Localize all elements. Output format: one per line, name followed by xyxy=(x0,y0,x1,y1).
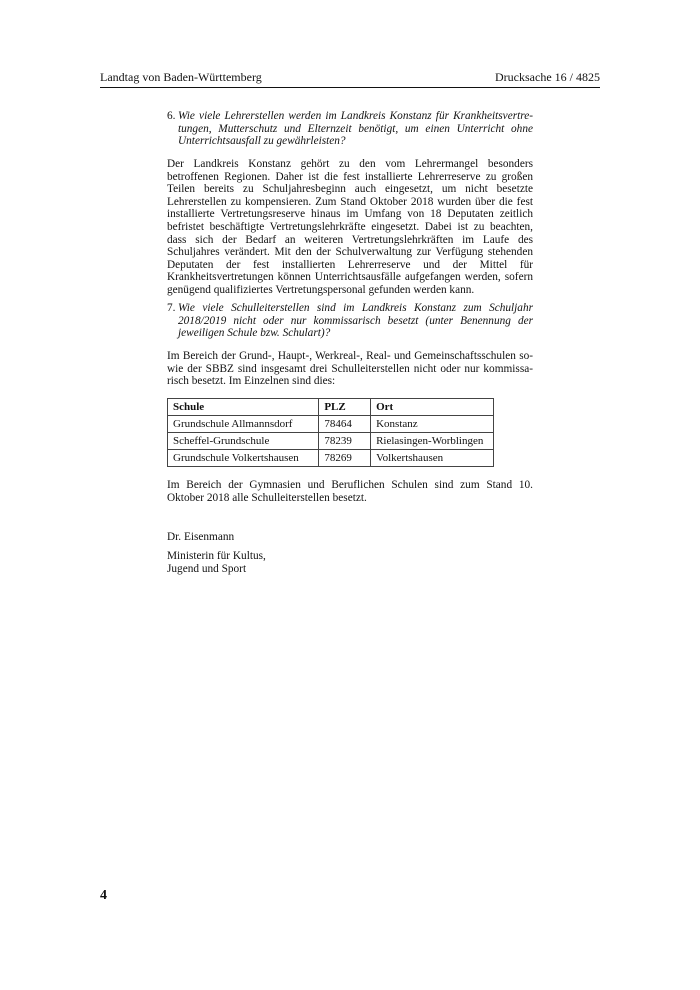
table-cell-plz: 78239 xyxy=(319,433,371,450)
question-7-number: 7. xyxy=(167,302,176,314)
question-6-number: 6. xyxy=(167,110,176,122)
question-6 xyxy=(167,110,533,148)
answer-6: Der Landkreis Konstanz gehört zu den vom Lehrermangel besonders betroffenen Regionen. Daher ist die fest installierte Lehrerreserve zu großen Teilen bereits zu Schuljahresbeginn auch eingesetzt, um nicht besetzte Lehrerstellen zu kompensieren. Zum Stand Oktober 2018 wurden über die fest installierte Vertretungsreserve hinaus im Umfang von 18 Deputaten zeitlich befristet beschäftigte Vertretungslehrkräfte eingesetzt. Dabei ist zu beachten, dass sich der Bedarf an weiteren Vertretungslehrkräften im Laufe des Schuljahres verändert. Mit den der Schulverwaltung zur Verfügung stehenden Deputaten der fest installierten Lehrerreserve und der Mittel für Krankheitsvertretungen können Unterrichtsausfälle aufgefangen werden, sofern genügend qualifiziertes Vertretungspersonal gefunden werden kann. xyxy=(167,158,533,296)
question-6-text: Wie viele Lehrerstellen werden im Landkreis Konstanz für Krankheitsvertretungen, Mutterschutz und Elternzeit benötigt, um einen Unterricht ohne Unterrichtsausfall zu gewährleisten? xyxy=(178,110,533,148)
table-cell-ort: Konstanz xyxy=(371,416,494,433)
question-7 xyxy=(167,302,533,340)
signature-title-line-2: Jugend und Sport xyxy=(167,563,247,575)
table-row xyxy=(168,416,494,433)
answer-7-outro: Im Bereich der Gymnasien und Beruflichen Schulen sind zum Stand 10. Oktober 2018 alle Schulleiterstellen besetzt. xyxy=(167,479,533,504)
page-number: 4 xyxy=(100,888,107,903)
question-7-text: Wie viele Schulleiterstellen sind im Landkreis Konstanz zum Schuljahr 2018/2019 nicht oder nur kommissarisch besetzt (unter Benennung der jeweiligen Schule bzw. Schulart)? xyxy=(178,302,533,340)
table-cell-schule: Grundschule Allmannsdorf xyxy=(168,416,319,433)
table-cell-ort: Volkertshausen xyxy=(371,450,494,467)
table-row xyxy=(168,450,494,467)
signature-name: Dr. Eisenmann xyxy=(167,531,235,543)
table-header-plz: PLZ xyxy=(319,399,371,416)
table-cell-ort: Rielasingen-Worblingen xyxy=(371,433,494,450)
header-rule xyxy=(100,87,600,88)
table-header-row xyxy=(168,399,494,416)
signature-title xyxy=(167,550,266,576)
table-header-ort: Ort xyxy=(371,399,494,416)
school-table xyxy=(167,398,494,467)
table-cell-plz: 78269 xyxy=(319,450,371,467)
signature-title-line-1: Ministerin für Kultus, xyxy=(167,550,266,562)
answer-7-intro: Im Bereich der Grund-, Haupt-, Werkreal-, Real- und Gemeinschaftsschulen sowie der SBBZ sind insgesamt drei Schulleiterstellen nicht oder nur kommissarisch besetzt. Im Einzelnen sind dies: xyxy=(167,350,533,388)
header-document-number: Drucksache 16 / 4825 xyxy=(495,70,600,84)
table-header-schule: Schule xyxy=(168,399,319,416)
table-cell-schule: Scheffel-Grundschule xyxy=(168,433,319,450)
header-parliament-name: Landtag von Baden-Württemberg xyxy=(100,70,262,84)
table-cell-plz: 78464 xyxy=(319,416,371,433)
table-row xyxy=(168,433,494,450)
table-cell-schule: Grundschule Volkertshausen xyxy=(168,450,319,467)
